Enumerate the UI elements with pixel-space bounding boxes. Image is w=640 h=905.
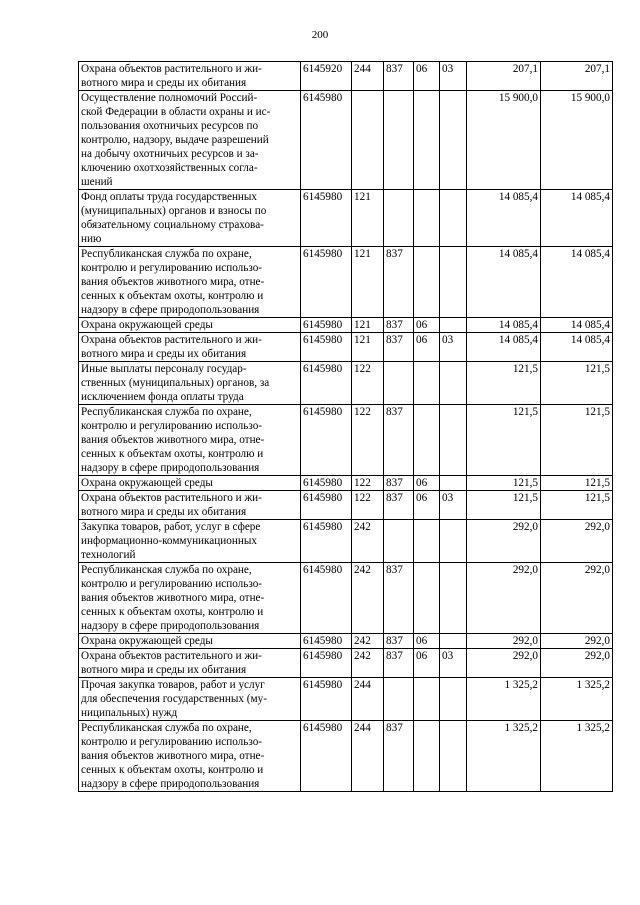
item-name-line: контролю и регулированию использо-	[81, 262, 263, 274]
subsection-cell	[440, 405, 467, 476]
item-name-line: вотного мира и среды их обитания	[81, 77, 247, 89]
item-name-line: Осуществление полномочий Россий-	[81, 92, 258, 104]
item-name-line: надзору в сфере природопользования	[81, 304, 260, 316]
item-name-line: надзору в сфере природопользования	[81, 462, 260, 474]
amount-total-cell: 292,0	[541, 563, 613, 634]
amount-cell: 15 900,0	[467, 91, 541, 190]
expense-type-cell: 122	[352, 491, 384, 520]
department-code-cell	[384, 91, 414, 190]
expense-type-cell	[352, 91, 384, 190]
item-name-line: Иные выплаты персоналу государ-	[81, 363, 247, 375]
section-cell	[414, 678, 440, 721]
expense-type-cell: 121	[352, 247, 384, 318]
subsection-cell	[440, 362, 467, 405]
subsection-cell	[440, 563, 467, 634]
item-name-line: Республиканская служба по охране,	[81, 564, 252, 576]
expense-type-cell: 242	[352, 563, 384, 634]
target-article-cell: 6145920	[301, 62, 352, 91]
section-cell	[414, 563, 440, 634]
item-name-line: вотного мира и среды их обитания	[81, 348, 247, 360]
target-article-cell: 6145980	[301, 318, 352, 333]
item-name-line: сенных к объектам охоты, контролю и	[81, 448, 264, 460]
subsection-cell	[440, 190, 467, 247]
expense-type-cell: 244	[352, 721, 384, 792]
target-article-cell: 6145980	[301, 649, 352, 678]
expense-type-cell: 122	[352, 405, 384, 476]
section-cell: 06	[414, 333, 440, 362]
table-row	[79, 721, 613, 792]
item-name-line: Охрана объектов растительного и жи-	[81, 492, 262, 504]
target-article-cell: 6145980	[301, 563, 352, 634]
amount-total-cell: 121,5	[541, 362, 613, 405]
item-name-line: ской Федерации в области охраны и ис-	[81, 106, 271, 118]
target-article-cell: 6145980	[301, 91, 352, 190]
amount-total-cell: 14 085,4	[541, 190, 613, 247]
target-article-cell: 6145980	[301, 491, 352, 520]
section-cell: 06	[414, 649, 440, 678]
target-article-cell: 6145980	[301, 678, 352, 721]
item-name-cell	[79, 318, 301, 333]
department-code-cell: 837	[384, 318, 414, 333]
target-article-cell: 6145980	[301, 247, 352, 318]
expense-type-cell: 122	[352, 476, 384, 491]
department-code-cell: 837	[384, 476, 414, 491]
expense-type-cell: 242	[352, 520, 384, 563]
department-code-cell: 837	[384, 563, 414, 634]
item-name-line: контролю, надзору, выдаче разрешений	[81, 134, 269, 146]
department-code-cell: 837	[384, 333, 414, 362]
department-code-cell: 837	[384, 405, 414, 476]
amount-cell: 1 325,2	[467, 721, 541, 792]
expense-type-cell: 242	[352, 634, 384, 649]
item-name-cell	[79, 190, 301, 247]
section-cell	[414, 91, 440, 190]
expense-type-cell: 242	[352, 649, 384, 678]
item-name-cell	[79, 649, 301, 678]
subsection-cell: 03	[440, 62, 467, 91]
amount-cell: 292,0	[467, 520, 541, 563]
table-row	[79, 318, 613, 333]
amount-total-cell: 1 325,2	[541, 678, 613, 721]
item-name-line: Фонд оплаты труда государственных	[81, 191, 258, 203]
amount-total-cell: 121,5	[541, 491, 613, 520]
expense-type-cell: 121	[352, 318, 384, 333]
item-name-line: для обеспечения государственных (му-	[81, 693, 267, 705]
item-name-cell	[79, 721, 301, 792]
subsection-cell	[440, 520, 467, 563]
item-name-line: исключением фонда оплаты труда	[81, 391, 244, 403]
item-name-line: надзору в сфере природопользования	[81, 620, 260, 632]
item-name-cell	[79, 91, 301, 190]
page-number: 200	[311, 29, 329, 41]
expense-type-cell: 121	[352, 333, 384, 362]
subsection-cell: 03	[440, 491, 467, 520]
item-name-line: (муниципальных) органов и взносы по	[81, 205, 267, 217]
table-row	[79, 476, 613, 491]
subsection-cell: 03	[440, 333, 467, 362]
amount-cell: 14 085,4	[467, 190, 541, 247]
subsection-cell: 03	[440, 649, 467, 678]
section-cell: 06	[414, 491, 440, 520]
section-cell	[414, 190, 440, 247]
amount-total-cell: 14 085,4	[541, 318, 613, 333]
table-row	[79, 333, 613, 362]
amount-cell: 292,0	[467, 649, 541, 678]
section-cell	[414, 721, 440, 792]
item-name-line: нию	[81, 233, 102, 245]
item-name-line: вотного мира и среды их обитания	[81, 664, 247, 676]
item-name-line: вания объектов животного мира, отне-	[81, 434, 265, 446]
amount-cell: 121,5	[467, 491, 541, 520]
item-name-line: пользования охотничьих ресурсов по	[81, 120, 259, 132]
amount-total-cell: 121,5	[541, 405, 613, 476]
target-article-cell: 6145980	[301, 476, 352, 491]
expense-type-cell: 244	[352, 62, 384, 91]
item-name-line: сенных к объектам охоты, контролю и	[81, 764, 264, 776]
item-name-cell	[79, 405, 301, 476]
table-row	[79, 62, 613, 91]
table-row	[79, 91, 613, 190]
item-name-cell	[79, 362, 301, 405]
table-row	[79, 649, 613, 678]
subsection-cell	[440, 476, 467, 491]
item-name-line: Прочая закупка товаров, работ и услуг	[81, 679, 265, 691]
section-cell	[414, 405, 440, 476]
target-article-cell: 6145980	[301, 190, 352, 247]
department-code-cell	[384, 362, 414, 405]
expense-type-cell: 244	[352, 678, 384, 721]
department-code-cell: 837	[384, 491, 414, 520]
department-code-cell: 837	[384, 721, 414, 792]
item-name-line: контролю и регулированию использо-	[81, 420, 263, 432]
amount-total-cell: 14 085,4	[541, 333, 613, 362]
department-code-cell: 837	[384, 247, 414, 318]
item-name-line: вания объектов животного мира, отне-	[81, 750, 265, 762]
item-name-line: Охрана окружающей среды	[81, 635, 213, 647]
section-cell	[414, 247, 440, 318]
table-row	[79, 190, 613, 247]
expense-type-cell: 121	[352, 190, 384, 247]
target-article-cell: 6145980	[301, 520, 352, 563]
table-row	[79, 491, 613, 520]
amount-cell: 14 085,4	[467, 247, 541, 318]
item-name-line: Закупка товаров, работ, услуг в сфере	[81, 521, 261, 533]
department-code-cell	[384, 678, 414, 721]
amount-cell: 121,5	[467, 405, 541, 476]
item-name-cell	[79, 333, 301, 362]
amount-total-cell: 121,5	[541, 476, 613, 491]
target-article-cell: 6145980	[301, 634, 352, 649]
table-row	[79, 247, 613, 318]
item-name-line: Республиканская служба по охране,	[81, 248, 252, 260]
item-name-cell	[79, 491, 301, 520]
section-cell: 06	[414, 634, 440, 649]
section-cell: 06	[414, 476, 440, 491]
target-article-cell: 6145980	[301, 721, 352, 792]
item-name-cell	[79, 62, 301, 91]
amount-cell: 14 085,4	[467, 318, 541, 333]
amount-total-cell: 15 900,0	[541, 91, 613, 190]
table-row	[79, 362, 613, 405]
subsection-cell	[440, 247, 467, 318]
amount-total-cell: 1 325,2	[541, 721, 613, 792]
expense-type-cell: 122	[352, 362, 384, 405]
table-row	[79, 563, 613, 634]
item-name-line: на добычу охотничьих ресурсов и за-	[81, 148, 259, 160]
item-name-line: вания объектов животного мира, отне-	[81, 592, 265, 604]
item-name-line: Охрана окружающей среды	[81, 477, 213, 489]
amount-cell: 292,0	[467, 563, 541, 634]
item-name-line: Охрана объектов растительного и жи-	[81, 63, 262, 75]
item-name-line: Охрана окружающей среды	[81, 319, 213, 331]
table-row	[79, 634, 613, 649]
subsection-cell	[440, 721, 467, 792]
amount-cell: 121,5	[467, 362, 541, 405]
table-row	[79, 678, 613, 721]
subsection-cell	[440, 634, 467, 649]
section-cell	[414, 362, 440, 405]
item-name-line: ниципальных) нужд	[81, 707, 178, 719]
item-name-line: обязательному социальному страхова-	[81, 219, 264, 231]
item-name-cell	[79, 247, 301, 318]
amount-cell: 207,1	[467, 62, 541, 91]
target-article-cell: 6145980	[301, 405, 352, 476]
item-name-line: ственных (муниципальных) органов, за	[81, 377, 270, 389]
item-name-cell	[79, 520, 301, 563]
subsection-cell	[440, 318, 467, 333]
item-name-line: Охрана объектов растительного и жи-	[81, 650, 262, 662]
item-name-line: технологий	[81, 549, 136, 561]
department-code-cell: 837	[384, 634, 414, 649]
amount-total-cell: 292,0	[541, 634, 613, 649]
budget-table-body	[79, 62, 613, 792]
item-name-line: ключению охотхозяйственных согла-	[81, 162, 258, 174]
item-name-line: шений	[81, 176, 113, 188]
item-name-line: вания объектов животного мира, отне-	[81, 276, 265, 288]
target-article-cell: 6145980	[301, 333, 352, 362]
subsection-cell	[440, 91, 467, 190]
item-name-line: Охрана объектов растительного и жи-	[81, 334, 262, 346]
amount-total-cell: 207,1	[541, 62, 613, 91]
amount-total-cell: 14 085,4	[541, 247, 613, 318]
amount-cell: 1 325,2	[467, 678, 541, 721]
amount-cell: 121,5	[467, 476, 541, 491]
item-name-cell	[79, 678, 301, 721]
department-code-cell: 837	[384, 649, 414, 678]
item-name-cell	[79, 634, 301, 649]
amount-total-cell: 292,0	[541, 649, 613, 678]
subsection-cell	[440, 678, 467, 721]
table-row	[79, 405, 613, 476]
item-name-cell	[79, 563, 301, 634]
item-name-cell	[79, 476, 301, 491]
department-code-cell: 837	[384, 62, 414, 91]
department-code-cell	[384, 520, 414, 563]
item-name-line: информационно-коммуникационных	[81, 535, 257, 547]
table-row	[79, 520, 613, 563]
amount-cell: 292,0	[467, 634, 541, 649]
department-code-cell	[384, 190, 414, 247]
budget-table	[78, 61, 613, 792]
item-name-line: Республиканская служба по охране,	[81, 406, 252, 418]
item-name-line: вотного мира и среды их обитания	[81, 506, 247, 518]
item-name-line: контролю и регулированию использо-	[81, 736, 263, 748]
amount-cell: 14 085,4	[467, 333, 541, 362]
item-name-line: сенных к объектам охоты, контролю и	[81, 606, 264, 618]
section-cell: 06	[414, 62, 440, 91]
section-cell: 06	[414, 318, 440, 333]
item-name-line: Республиканская служба по охране,	[81, 722, 252, 734]
amount-total-cell: 292,0	[541, 520, 613, 563]
section-cell	[414, 520, 440, 563]
target-article-cell: 6145980	[301, 362, 352, 405]
item-name-line: сенных к объектам охоты, контролю и	[81, 290, 264, 302]
item-name-line: надзору в сфере природопользования	[81, 778, 260, 790]
item-name-line: контролю и регулированию использо-	[81, 578, 263, 590]
